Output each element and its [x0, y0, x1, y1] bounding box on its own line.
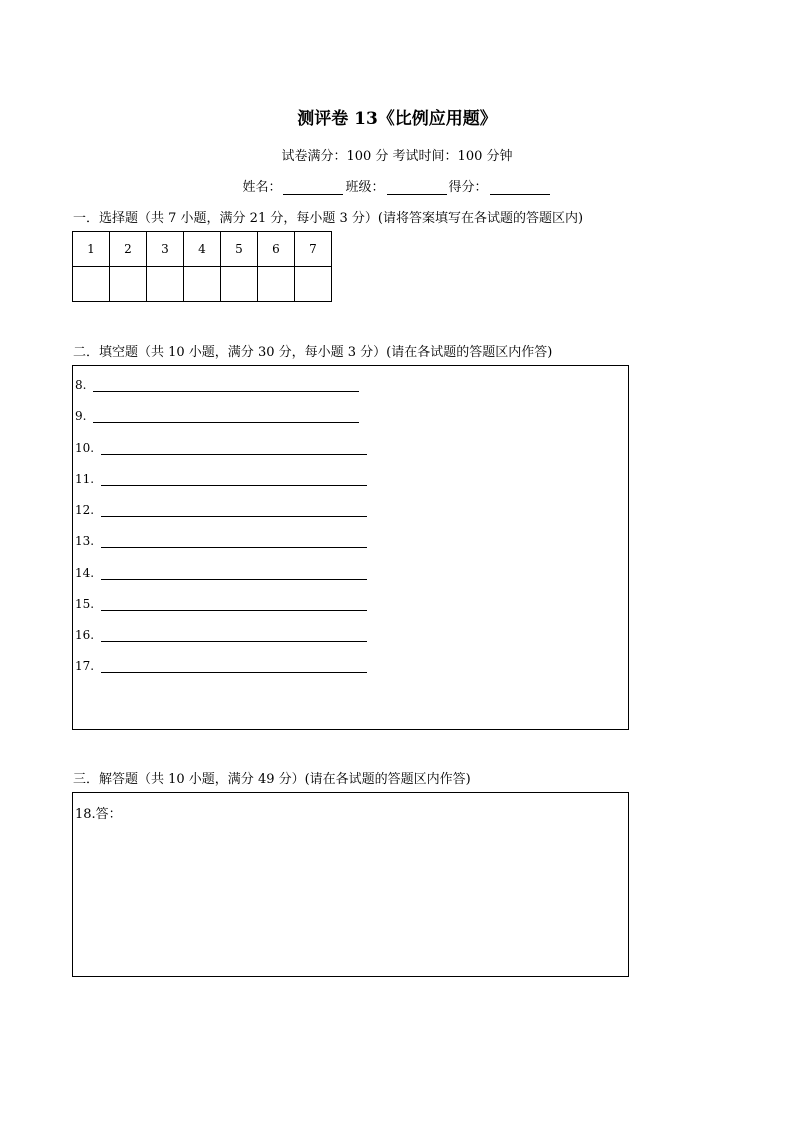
choice-answer-cell[interactable]: [110, 267, 147, 302]
answer-line[interactable]: [101, 627, 367, 642]
answer-line[interactable]: [93, 377, 359, 392]
score-label: 得分：: [448, 180, 488, 195]
choice-answer-cell[interactable]: [147, 267, 184, 302]
fill-blank-box: [72, 365, 629, 730]
choice-answer-cell[interactable]: [258, 267, 295, 302]
answer-line[interactable]: [101, 565, 367, 580]
name-label: 姓名：: [242, 180, 282, 195]
choice-number: 6: [258, 232, 295, 267]
fill-item: 10.: [75, 437, 367, 455]
fill-item: 14.: [75, 562, 367, 580]
name-field[interactable]: [283, 180, 343, 195]
choice-answer-cell[interactable]: [295, 267, 332, 302]
exam-meta: 试卷满分：100 分 考试时间：100 分钟: [281, 149, 513, 164]
answer-line[interactable]: [101, 533, 367, 548]
class-field[interactable]: [387, 180, 447, 195]
fill-item: 15.: [75, 593, 367, 611]
fill-item: 16.: [75, 624, 367, 642]
answer-box[interactable]: [72, 792, 629, 977]
answer-line[interactable]: [101, 658, 367, 673]
choice-number: 5: [221, 232, 258, 267]
score-field[interactable]: [490, 180, 550, 195]
section3-heading: 三．解答题（共 10 小题，满分 49 分）(请在各试题的答题区内作答): [73, 772, 471, 787]
choice-answer-cell[interactable]: [221, 267, 258, 302]
fill-item: 11.: [75, 468, 367, 486]
choice-answer-cell[interactable]: [73, 267, 110, 302]
class-label: 班级：: [345, 180, 385, 195]
choice-number: 2: [110, 232, 147, 267]
fill-item: 9.: [75, 405, 359, 423]
answer-line[interactable]: [101, 471, 367, 486]
answer-line[interactable]: [93, 408, 359, 423]
fill-item: 13.: [75, 530, 367, 548]
choice-answer-table: [72, 231, 332, 302]
fill-item: 17.: [75, 655, 367, 673]
choice-answer-cell[interactable]: [184, 267, 221, 302]
page-title: 测评卷 13《比例应用题》: [297, 109, 497, 129]
student-info: [0, 176, 794, 195]
fill-item: 12.: [75, 499, 367, 517]
fill-item: 8.: [75, 374, 359, 392]
choice-number: 1: [73, 232, 110, 267]
answer-line[interactable]: [101, 502, 367, 517]
answer-line[interactable]: [101, 596, 367, 611]
answer-label: 18.答：: [75, 807, 122, 822]
answer-line[interactable]: [101, 440, 367, 455]
section1-heading: 一．选择题（共 7 小题，满分 21 分，每小题 3 分）(请将答案填写在各试题的答题区内): [73, 211, 584, 226]
choice-number: 7: [295, 232, 332, 267]
choice-number: 3: [147, 232, 184, 267]
choice-number: 4: [184, 232, 221, 267]
section2-heading: 二．填空题（共 10 小题，满分 30 分，每小题 3 分）(请在各试题的答题区内作答): [73, 345, 553, 360]
